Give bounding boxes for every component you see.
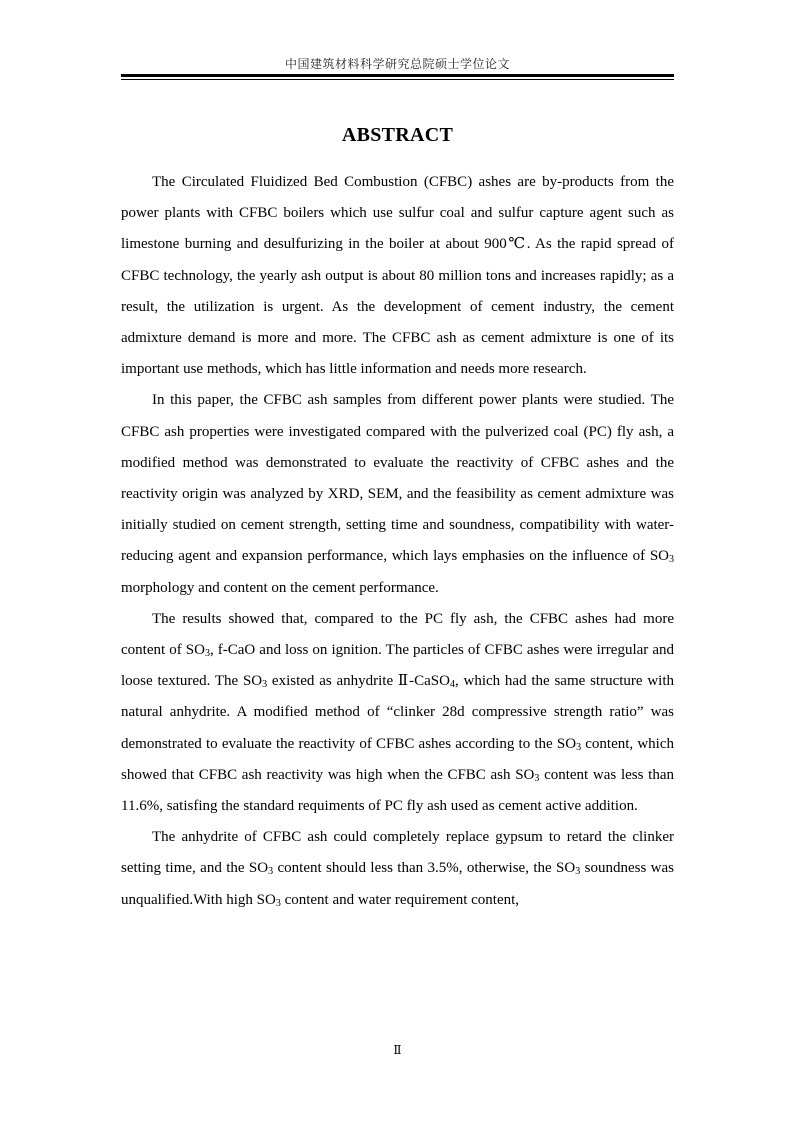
abstract-paragraph — [121, 167, 674, 385]
paragraph-text: content was less than 11.6%, satisfing the standard requiments of PC fly ash used as cement active addition. — [121, 766, 674, 815]
paragraph-text: content, which showed that CFBC ash reactivity was high when the CFBC ash SO — [121, 735, 674, 783]
subscript-text: 3 — [268, 866, 274, 878]
paragraph-text: , f-CaO and loss on ignition. The particles of CFBC ashes were irregular and loose textured. The SO — [121, 642, 674, 690]
header-rule-thick — [121, 74, 674, 77]
paragraph-text: , which had the same structure with natural anhydrite. A modified method of “clinker 28d compressive strength ratio” was demonstrated to evaluate the reactivity of CFBC ashes according to the SO — [121, 673, 674, 752]
header-rule-thin — [121, 79, 674, 80]
subscript-text: 3 — [576, 741, 582, 753]
subscript-text: 3 — [204, 648, 210, 660]
abstract-paragraph — [121, 822, 674, 916]
abstract-body — [121, 167, 674, 916]
subscript-text: 3 — [669, 554, 674, 566]
subscript-text: 4 — [449, 679, 455, 691]
paragraph-text: The anhydrite of CFBC ash could completely replace gypsum to retard the clinker setting time, and the SO — [121, 829, 674, 877]
paragraph-text: In this paper, the CFBC ash samples from different power plants were studied. The CFBC ash properties were investigated compared with the pulverized coal (PC) fly ash, a modified method was demonstrated to evaluate the reactivity of CFBC ashes and the reactivity origin was analyzed by XRD, SEM, and the feasibility as cement admixture was initially studied on cement strength, setting time and soundness, compatibility with water-reducing agent and expansion performance, which lays emphasies on the influence of SO — [121, 392, 674, 565]
paragraph-text: content should less than 3.5%, otherwise, the SO — [273, 860, 576, 877]
paragraph-text: The Circulated Fluidized Bed Combustion (CFBC) ashes are by-products from the power plants with CFBC boilers which use sulfur coal and sulfur capture agent such as limestone burning and desulfurizing in the boiler at about 900℃. As the rapid spread of CFBC technology, the yearly ash output is about 80 million tons and increases rapidly; as a result, the utilization is urgent. As the development of cement industry, the cement admixture demand is more and more. The CFBC ash as cement admixture is one of its important use methods, which has little information and needs more research. — [121, 174, 674, 378]
subscript-text: 3 — [275, 897, 281, 909]
abstract-paragraph — [121, 385, 674, 603]
running-header: 中国建筑材料科学研究总院硕士学位论文 — [284, 57, 510, 71]
subscript-text: 3 — [534, 772, 540, 784]
paragraph-text: morphology and content on the cement performance. — [121, 579, 439, 596]
paragraph-text: The results showed that, compared to the PC fly ash, the CFBC ashes had more content of SO — [121, 610, 674, 659]
subscript-text: 3 — [262, 679, 268, 691]
paragraph-text: soundness was unqualified.With high SO — [121, 860, 674, 908]
paragraph-text: existed as anhydrite Ⅱ-CaSO — [267, 673, 450, 690]
abstract-paragraph — [121, 604, 674, 822]
paragraph-text: content and water requirement content, — [280, 891, 520, 908]
page-title: ABSTRACT — [341, 124, 454, 146]
page-number: Ⅱ — [393, 1043, 402, 1057]
subscript-text: 3 — [575, 866, 581, 878]
